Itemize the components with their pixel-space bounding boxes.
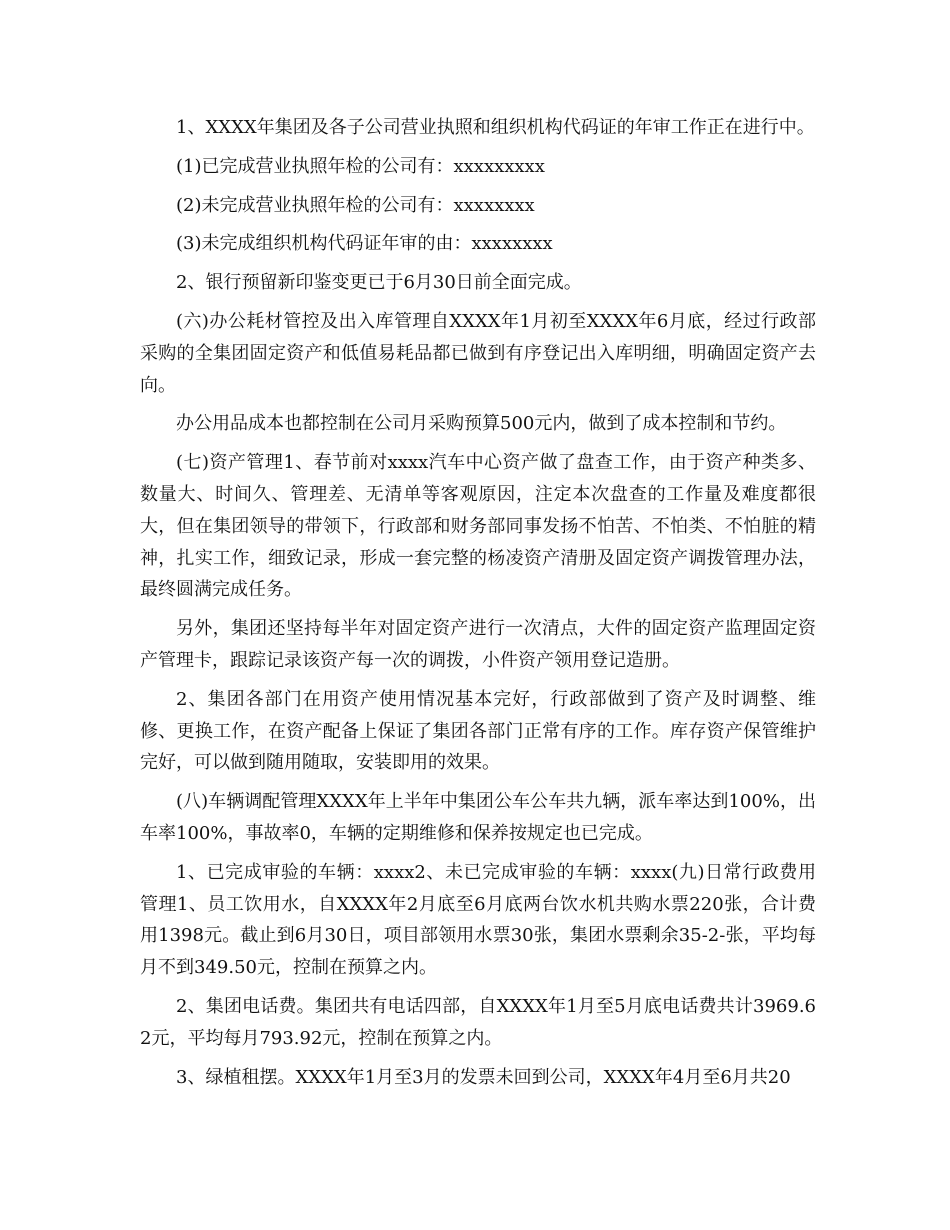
document-body	[140, 112, 816, 1093]
paragraph-6: (六)办公耗材管控及出入库管理自XXXX年1月初至XXXX年6月底，经过行政部采购的全集团固定资产和低值易耗品都已做到有序登记出入库明细，明确固定资产去向。	[140, 310, 816, 396]
paragraph-7: 办公用品成本也都控制在公司月采购预算500元内，做到了成本控制和节约。	[176, 413, 787, 435]
paragraph-8: (七)资产管理1、春节前对xxxx汽车中心资产做了盘查工作，由于资产种类多、数量大、时间久、管理差、无清单等客观原因，注定本次盘查的工作量及难度都很大，但在集团领导的带领下，行政部和财务部同事发扬不怕苦、不怕类、不怕脏的精神，扎实工作，细致记录，形成一套完整的杨凌资产清册及固定资产调拨管理办法，最终圆满完成任务。	[140, 452, 816, 601]
paragraph-5: 2、银行预留新印鉴变更已于6月30日前全面完成。	[176, 272, 582, 294]
paragraph-3: (2)未完成营业执照年检的公司有：xxxxxxxx	[176, 194, 535, 216]
paragraph-9: 另外，集团还坚持每半年对固定资产进行一次清点，大件的固定资产监理固定资产管理卡，跟踪记录该资产每一次的调拨，小件资产领用登记造册。	[140, 618, 816, 671]
paragraph-4: (3)未完成组织机构代码证年审的由：xxxxxxxx	[176, 233, 553, 255]
paragraph-10: 2、集团各部门在用资产使用情况基本完好，行政部做到了资产及时调整、维修、更换工作，在资产配备上保证了集团各部门正常有序的工作。库存资产保管维护完好，可以做到随用随取，安装即用的效果。	[140, 688, 816, 774]
paragraph-13: 2、集团电话费。集团共有电话四部，自XXXX年1月至5月底电话费共计3969.62元，平均每月793.92元，控制在预算之内。	[140, 995, 817, 1049]
paragraph-2: (1)已完成营业执照年检的公司有：xxxxxxxxx	[176, 155, 545, 177]
paragraph-11: (八)车辆调配管理XXXX年上半年中集团公车公车共九辆，派车率达到100%，出车率100%，事故率0，车辆的定期维修和保养按规定也已完成。	[140, 791, 816, 844]
paragraph-14: 3、绿植租摆。XXXX年1月至3月的发票未回到公司，XXXX年4月至6月共20	[176, 1066, 791, 1088]
paragraph-12: 1、已完成审验的车辆：xxxx2、未已完成审验的车辆：xxxx(九)日常行政费用管理1、员工饮用水，自XXXX年2月底至6月底两台饮水机共购水票220张，合计费用1398元。截止到6月30日，项目部领用水票30张，集团水票剩余35-2-张，平均每月不到349.50元，控制在预算之内。	[140, 861, 816, 979]
paragraph-1: 1、XXXX年集团及各子公司营业执照和组织机构代码证的年审工作正在进行中。	[176, 117, 815, 138]
